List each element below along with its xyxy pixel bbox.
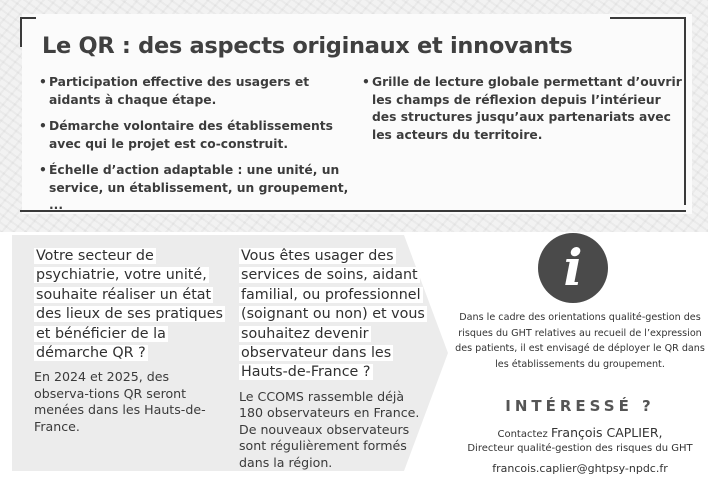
list-item	[39, 74, 359, 109]
psychiatry-sector-block	[34, 247, 224, 435]
features-list-right	[362, 74, 682, 153]
contact-email-link[interactable]: francois.caplier@ghtpsy-npdc.fr	[492, 462, 668, 475]
list-item	[39, 118, 359, 153]
frame-corner-top-left	[20, 17, 36, 47]
list-item-text: Grille de lecture globale permettant d’ouvrir les champs de réflexion depuis l’intérieur des structures jusqu’aux partenariats avec les acteurs du territoire.	[372, 75, 682, 142]
contact-prefix: Contactez	[497, 429, 548, 440]
bullet-icon: •	[39, 163, 47, 177]
contact-role: Directeur qualité-gestion des risques du GHT	[467, 443, 693, 454]
sector-question-text: Votre secteur de psychiatrie, votre unité, souhaite réaliser un état des lieux de ses pratiques et bénéficier de la démarche QR ?	[36, 248, 223, 362]
list-item-text: Démarche volontaire des établissements avec qui le projet est co-construit.	[49, 119, 333, 151]
list-item	[39, 162, 359, 215]
frame-rule-top-right	[610, 17, 686, 19]
info-text: Dans le cadre des orientations qualité-gestion des risques du GHT relatives au recueil de l’expression des patients, il est envisagé de déployer le QR dans les établissements du groupement.	[455, 312, 705, 370]
bullet-icon: •	[39, 75, 47, 89]
list-item-text: Participation effective des usagers et aidants à chaque étape.	[49, 75, 310, 107]
page-title: Le QR : des aspects originaux et innovants	[42, 33, 573, 59]
observer-answer: Le CCOMS rassemble déjà 180 observateurs en France. De nouveaux observateurs sont régulièrement formés dans la région.	[239, 388, 420, 470]
cta-heading: INTÉRESSÉ ?	[505, 397, 655, 415]
sector-answer: En 2024 et 2025, des observa-tions QR seront menées dans les Hauts-de-France.	[34, 369, 206, 434]
observer-block	[239, 247, 429, 471]
list-item-text: Échelle d’action adaptable : une unité, un service, un établissement, un groupement, ...	[49, 163, 349, 212]
bullet-icon: •	[39, 119, 47, 133]
contact-block	[450, 426, 708, 456]
contact-line	[450, 426, 708, 442]
sector-question	[34, 247, 224, 363]
info-glyph: i	[563, 238, 583, 297]
features-list-left	[39, 74, 359, 224]
contact-name: François CAPLIER,	[550, 425, 663, 440]
info-icon	[538, 233, 608, 303]
bullet-icon: •	[362, 75, 370, 89]
observer-question	[239, 247, 429, 383]
list-item	[362, 74, 682, 144]
frame-rule-right	[684, 17, 686, 205]
observer-question-text: Vous êtes usager des services de soins, aidant familial, ou professionnel (soignant ou non) et vous souhaitez devenir observateur dans les Hauts-de-France ?	[241, 248, 425, 381]
